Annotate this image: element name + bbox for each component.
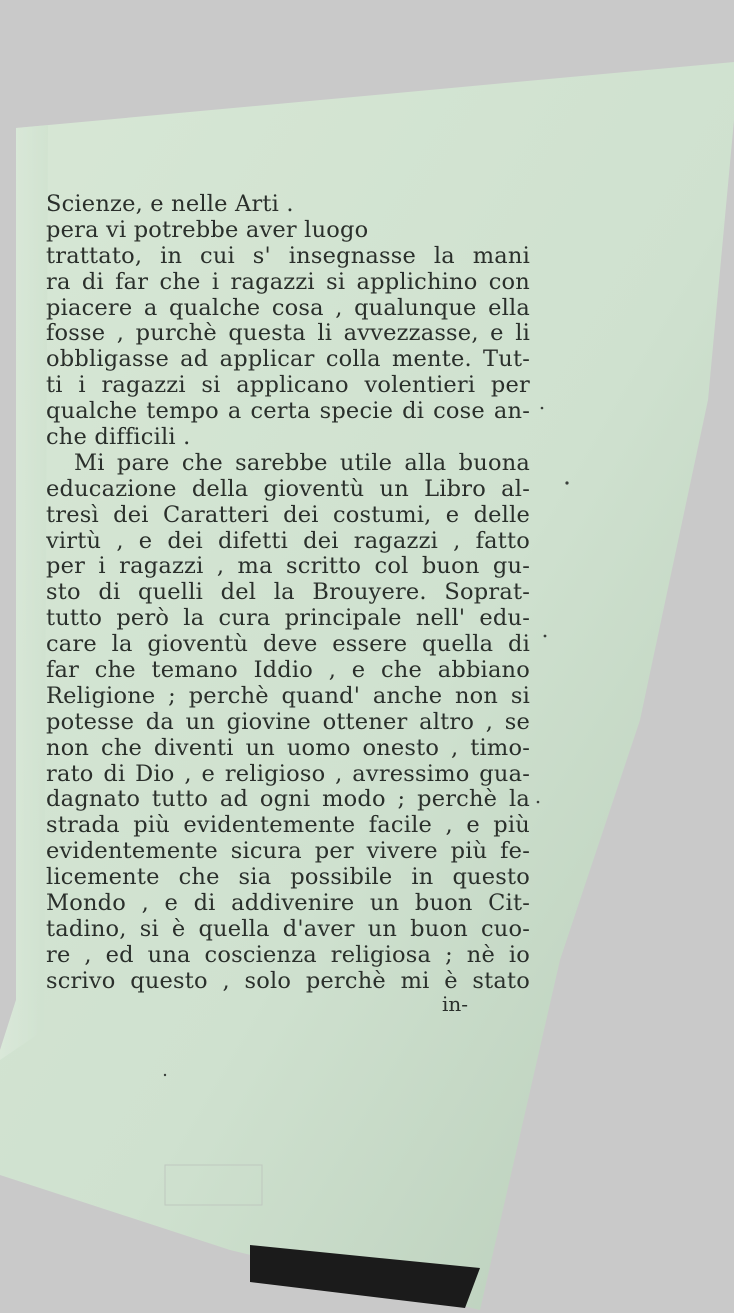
text-line: evidentemente sicura per vivere più fe- bbox=[46, 839, 530, 865]
text-line: educazione della gioventù un Libro al- bbox=[46, 476, 530, 502]
paragraph-start-line: Mi pare che sarebbe utile alla buona bbox=[74, 450, 530, 476]
text-line: licemente che sia possibile in questo bbox=[46, 865, 530, 891]
text-line: potesse da un giovine ottener altro , se bbox=[46, 709, 530, 735]
text-line: strada più evidentemente facile , e più bbox=[46, 813, 530, 839]
text-line: che difficili . bbox=[46, 425, 191, 451]
text-line: scrivo questo , solo perchè mi è stato bbox=[46, 968, 530, 994]
text-line: tresì dei Caratteri dei costumi, e delle bbox=[46, 502, 530, 528]
text-line: piacere a qualche cosa , qualunque ella bbox=[46, 295, 530, 321]
text-line: qualche tempo a certa specie di cose an- bbox=[46, 399, 530, 425]
catchword: in- bbox=[442, 992, 469, 1016]
text-line: care la gioventù deve essere quella di bbox=[46, 632, 530, 658]
text-line: tadino, si è quella d'aver un buon cuo- bbox=[46, 916, 530, 942]
text-line: virtù , e dei difetti dei ragazzi , fatto bbox=[46, 528, 530, 554]
page-text bbox=[46, 192, 530, 995]
text-line: sto di quelli del la Brouyere. Soprat- bbox=[46, 580, 530, 606]
text-line: trattato, in cui s' insegnasse la mani bbox=[46, 243, 530, 269]
text-line: far che temano Iddio , e che abbiano bbox=[46, 658, 530, 684]
text-line: non che diventi un uomo onesto , timo- bbox=[46, 735, 530, 761]
text-line: ti i ragazzi si applicano volentieri per bbox=[46, 373, 530, 399]
text-line: obbligasse ad applicar colla mente. Tut- bbox=[46, 347, 530, 373]
text-line: pera vi potrebbe aver luogo bbox=[46, 217, 369, 243]
text-line: Mondo , e di addivenire un buon Cit- bbox=[46, 891, 530, 917]
text-line: re , ed una coscienza religiosa ; nè io bbox=[46, 942, 530, 968]
text-line: Religione ; perchè quand' anche non si bbox=[46, 683, 530, 709]
text-line: Scienze, e nelle Arti . bbox=[46, 192, 294, 217]
text-line: dagnato tutto ad ogni modo ; perchè la bbox=[46, 787, 530, 813]
text-line: tutto però la cura principale nell' edu- bbox=[46, 606, 530, 632]
text-line: rato di Dio , e religioso , avressimo gua- bbox=[46, 761, 530, 787]
text-line: ra di far che i ragazzi si applichino con bbox=[46, 269, 530, 295]
text-line: per i ragazzi , ma scritto col buon gu- bbox=[46, 554, 530, 580]
text-line: fosse , purchè questa li avvezzasse, e li bbox=[46, 321, 530, 347]
